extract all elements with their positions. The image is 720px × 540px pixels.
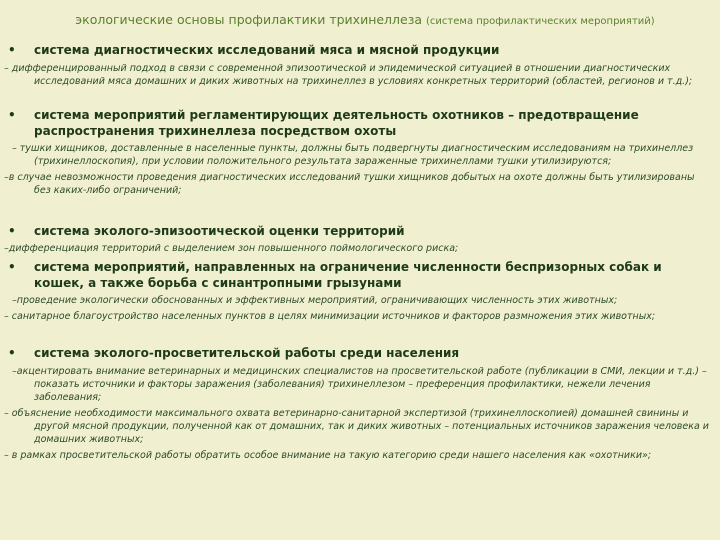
section-stray-animals bbox=[0, 259, 712, 323]
title-main: экологические основы профилактики трихинеллеза bbox=[75, 12, 423, 27]
section-heading-text: система диагностических исследований мяса и мясной продукции bbox=[34, 43, 500, 57]
section-heading-text: система эколого-эпизоотической оценки территорий bbox=[34, 224, 405, 238]
section-heading bbox=[0, 345, 712, 361]
list-item: – тушки хищников, доставленные в населенные пункты, должны быть подвергнуты диагностическим исследованиям на трихинеллез (трихинеллоскопия), при условии положительного результата зараженные трихинеллами тушки утилизируются; bbox=[12, 143, 694, 167]
section-heading bbox=[0, 107, 712, 139]
list-item: –в случае невозможности проведения диагностических исследований тушки хищников добытых на охоте должны быть утилизированы без каких-либо ограничений; bbox=[4, 172, 695, 196]
list-item: –дифференциация территорий с выделением зон повышенного поймологического риска; bbox=[4, 243, 459, 254]
bullet-icon: • bbox=[8, 260, 16, 274]
list-item: – санитарное благоустройство населенных пунктов в целях минимизации источников и факторов размножения этих животных; bbox=[4, 311, 656, 322]
bullet-icon: • bbox=[8, 108, 16, 122]
section-heading bbox=[0, 42, 712, 58]
list-item: – объяснение необходимости максимального охвата ветеринарно-санитарной экспертизой (трихинеллоскопией) домашней свинины и другой мясной продукции, полученной как от домашних, так и диких животных – потенциальных источников заражения человека и домашних животных; bbox=[4, 408, 709, 445]
section-heading-text: система мероприятий, направленных на ограничение численности беспризорных собак и кошек, а также борьба с синантропными грызунами bbox=[34, 260, 662, 290]
section-diagnostic bbox=[0, 42, 712, 88]
bullet-icon: • bbox=[8, 224, 16, 238]
section-heading-text: система эколого-просветительской работы среди населения bbox=[34, 346, 460, 360]
page-title bbox=[20, 12, 710, 27]
section-education bbox=[0, 345, 712, 462]
section-territory bbox=[0, 223, 712, 255]
section-heading bbox=[0, 223, 712, 239]
bullet-icon: • bbox=[8, 43, 16, 57]
title-sub: (система профилактических мероприятий) bbox=[426, 16, 655, 27]
section-hunters bbox=[0, 107, 712, 197]
section-heading-text: система мероприятий регламентирующих деятельность охотников – предотвращение распространения трихинеллеза посредством охоты bbox=[34, 108, 639, 138]
list-item: – в рамках просветительской работы обратить особое внимание на такую категорию среди нашего населения как «охотники»; bbox=[4, 450, 652, 461]
list-item: –проведение экологически обоснованных и эффективных мероприятий, ограничивающих численность этих животных; bbox=[12, 295, 618, 306]
section-heading bbox=[0, 259, 712, 291]
bullet-icon: • bbox=[8, 346, 16, 360]
list-item: –акцентировать внимание ветеринарных и медицинских специалистов на просветительской работе (публикации в СМИ, лекции и т.д.) – показать источники и факторы заражения (заболевания) трихинеллезом – преференция профилактики, нежели лечения заболевания; bbox=[12, 366, 707, 403]
list-item: – дифференцированный подход в связи с современной эпизоотической и эпидемической ситуацией в отношении диагностических исследований мяса домашних и диких животных на трихинеллез в условиях конкретных территорий (областей, регионов и т.д.); bbox=[4, 63, 693, 87]
